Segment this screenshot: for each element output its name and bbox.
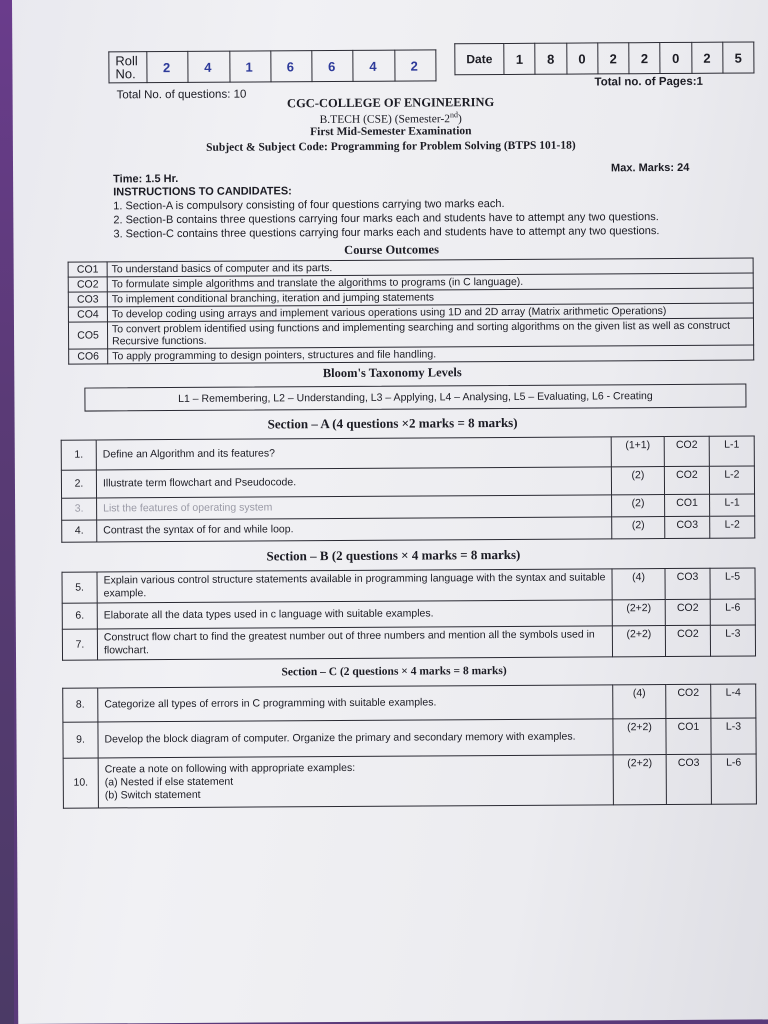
table-row (62, 625, 755, 660)
question-text: Illustrate term flowchart and Pseudocode. (96, 467, 611, 498)
question-level: L-4 (711, 684, 756, 718)
instructions-heading: INSTRUCTIONS TO CANDIDATES: (113, 185, 292, 199)
table-row (61, 466, 754, 498)
question-level: L-1 (710, 494, 755, 516)
course-outcomes-table (68, 257, 755, 364)
roll-digit: 6 (271, 51, 312, 82)
table-row (62, 568, 755, 603)
table-row (69, 345, 754, 364)
question-number: 6. (62, 603, 97, 629)
question-level: L-3 (711, 718, 756, 754)
roll-number-box (108, 49, 436, 83)
question-marks: (2+2) (612, 600, 665, 626)
question-number: 9. (63, 722, 98, 758)
subject-line: Subject & Subject Code: Programming for Problem Solving (BTPS 101-18) (206, 139, 576, 154)
question-marks: (2) (611, 467, 664, 495)
background-edge (0, 0, 14, 1024)
date-digit: 5 (723, 42, 754, 73)
roll-digit: 6 (312, 50, 353, 81)
question-marks: (4) (612, 569, 665, 600)
co-code: CO6 (69, 349, 108, 364)
instruction-line: 3. Section-C contains three questions carrying four marks each and students have to attempt any two questions. (113, 225, 660, 241)
question-marks: (2) (612, 517, 665, 539)
question-co: CO3 (665, 568, 710, 599)
date-label: Date (455, 43, 504, 74)
question-level: L-2 (709, 466, 754, 494)
section-a-heading: Section – A (4 questions ×2 marks = 8 marks) (267, 414, 518, 432)
co-text: To understand basics of computer and its parts. (107, 258, 753, 277)
section-c-heading: Section – C (2 questions × 4 marks = 8 marks) (281, 664, 507, 679)
program-name: B.TECH (CSE) (Semester-2nd) (319, 110, 462, 126)
question-text: Elaborate all the data types used in c language with suitable examples. (97, 600, 612, 629)
question-co: CO2 (664, 466, 709, 494)
co-code: CO3 (68, 292, 107, 307)
question-level: L-1 (709, 436, 754, 466)
co-code: CO4 (68, 307, 107, 322)
question-level: L-3 (710, 625, 755, 656)
question-text: Explain various control structure statements available in programming language with the syntax and suitable example. (97, 569, 612, 603)
instruction-line: 2. Section-B contains three questions carrying four marks each and students have to attempt any two questions. (113, 211, 659, 227)
question-text: Develop the block diagram of computer. Organize the primary and secondary memory with examples. (98, 719, 613, 758)
exam-paper (12, 0, 768, 1024)
co-text: To develop coding using arrays and implement various operations using 1D and 2D array (Matrix arithmetic Operations) (107, 303, 753, 322)
question-number: 3. (62, 498, 97, 520)
section-b-table (61, 567, 756, 660)
roll-digit: 4 (188, 51, 229, 82)
total-questions: Total No. of questions: 10 (116, 88, 247, 102)
question-co: CO2 (664, 436, 709, 466)
question-number: 7. (62, 629, 97, 660)
co-text: To formulate simple algorithms and translate the algorithms to programs (in C language). (107, 273, 753, 292)
question-co: CO2 (666, 684, 711, 718)
co-text: To convert problem identified using functions and implementing searching and sorting algorithms on the given list as well as construct Recursive functions. (107, 318, 753, 349)
date-digit: 0 (566, 43, 597, 74)
date-digit: 2 (691, 42, 722, 73)
question-co: CO3 (665, 516, 710, 538)
roll-digit: 2 (147, 51, 188, 82)
table-row (63, 718, 756, 758)
sub-question: (a) Nested if else statement (104, 775, 234, 789)
question-number: 8. (63, 688, 98, 722)
date-digit: 1 (504, 43, 535, 74)
question-text: Create a note on following with appropriate examples: (104, 761, 356, 776)
roll-label: Roll No. (109, 52, 147, 83)
question-marks: (2+2) (612, 626, 665, 657)
question-marks: (2+2) (613, 755, 666, 805)
question-co: CO2 (665, 625, 710, 656)
roll-digit: 4 (353, 50, 394, 81)
section-b-heading: Section – B (2 questions × 4 marks = 8 marks) (266, 546, 521, 564)
question-number: 2. (61, 470, 96, 498)
question-level: L-6 (711, 754, 756, 804)
co-text: To apply programming to design pointers, structures and file handling. (108, 345, 754, 364)
date-digit: 2 (598, 43, 629, 74)
question-text: Categorize all types of errors in C programming with suitable examples. (98, 685, 613, 722)
question-level: L-6 (710, 599, 755, 625)
question-marks: (1+1) (611, 437, 664, 467)
question-text: Contrast the syntax of for and while loop. (97, 517, 612, 542)
blooms-levels: L1 – Remembering, L2 – Understanding, L3 – Applying, L4 – Analysing, L5 – Evaluating, L6 - Creating (84, 384, 746, 412)
section-a-table (61, 435, 756, 542)
question-number: 5. (62, 572, 97, 603)
question-marks: (2) (612, 495, 665, 517)
sub-question: (b) Switch statement (104, 788, 201, 802)
table-row (68, 318, 753, 349)
question-number: 4. (62, 520, 97, 542)
instruction-line: 1. Section-A is compulsory consisting of four questions carrying two marks each. (113, 197, 505, 213)
roll-digit: 1 (229, 51, 270, 82)
college-name: CGC-COLLEGE OF ENGINEERING (286, 95, 495, 111)
table-row (63, 754, 756, 808)
date-box (454, 41, 754, 75)
roll-digit: 2 (395, 50, 437, 81)
max-marks: Max. Marks: 24 (611, 161, 690, 175)
question-number: 10. (63, 758, 98, 808)
question-level: L-2 (710, 516, 755, 538)
table-row (61, 436, 754, 470)
course-outcomes-heading: Course Outcomes (344, 242, 439, 257)
question-text: Construct flow chart to find the greatest number out of three numbers and mention all the symbols used in flowchart. (97, 626, 612, 660)
date-digit: 8 (535, 43, 566, 74)
question-co: CO1 (666, 718, 711, 754)
question-marks: (2+2) (613, 719, 666, 755)
table-row (63, 684, 756, 722)
table-row (62, 516, 755, 542)
question-text-block (98, 755, 613, 808)
time-allowed: Time: 1.5 Hr. (113, 172, 179, 186)
exam-name: First Mid-Semester Examination (310, 125, 472, 139)
question-co: CO3 (666, 754, 711, 804)
total-pages: Total no. of Pages:1 (594, 75, 703, 89)
co-code: CO2 (68, 277, 107, 292)
question-number: 1. (61, 440, 96, 470)
question-marks: (4) (613, 685, 666, 719)
section-c-table (62, 683, 757, 808)
question-co: CO1 (665, 494, 710, 516)
date-digit: 0 (660, 42, 691, 73)
co-text: To implement conditional branching, iteration and jumping statements (107, 288, 753, 307)
question-level: L-5 (710, 568, 755, 599)
date-digit: 2 (629, 43, 660, 74)
question-text: List the features of operating system (97, 495, 612, 520)
co-code: CO1 (68, 262, 107, 277)
question-co: CO2 (665, 599, 710, 625)
co-code: CO5 (68, 322, 107, 349)
question-text: Define an Algorithm and its features? (96, 437, 611, 470)
blooms-heading: Bloom's Taxonomy Levels (322, 365, 462, 381)
